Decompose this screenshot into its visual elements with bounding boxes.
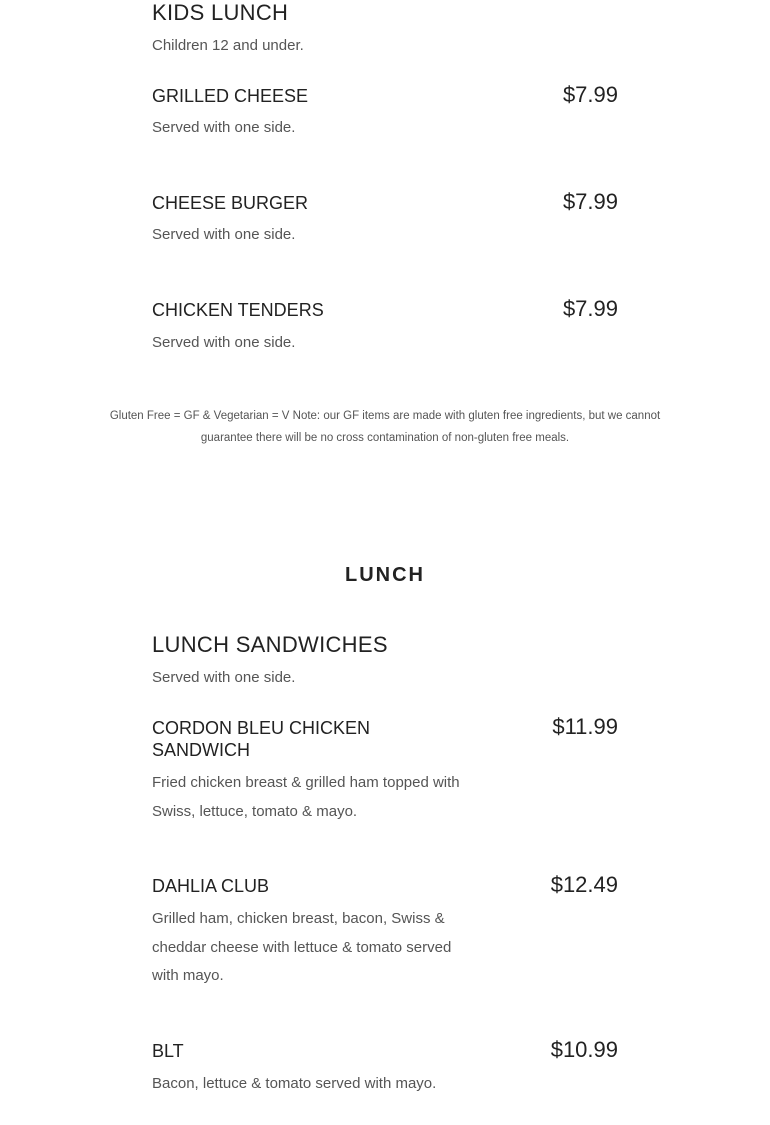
kids-lunch-subtitle: Children 12 and under. — [152, 37, 304, 54]
menu-item-price: $7.99 — [562, 82, 618, 107]
menu-item-name: CHEESE BURGER — [152, 193, 309, 213]
menu-item-description: Served with one side. — [152, 119, 296, 136]
menu-item-description: Bacon, lettuce & tomato served with mayo. — [152, 1075, 437, 1092]
menu-item-description: Served with one side. — [152, 226, 296, 243]
menu-item-description-line-1: Fried chicken breast & grilled ham topped with — [152, 774, 460, 791]
menu-item-price: $7.99 — [562, 296, 618, 321]
menu-item-price: $10.99 — [550, 1037, 618, 1062]
dietary-note-line-2: guarantee there will be no cross contamination of non-gluten free meals. — [200, 432, 570, 444]
menu-item-price: $11.99 — [552, 714, 618, 739]
menu-item-name: CHICKEN TENDERS — [152, 300, 324, 320]
kids-lunch-title: KIDS LUNCH — [152, 0, 289, 25]
dietary-note-line-1: Gluten Free = GF & Vegetarian = V Note: our GF items are made with gluten free ingredients, but we cannot — [109, 410, 661, 422]
menu-item-name: DAHLIA CLUB — [152, 876, 270, 896]
lunch-sandwiches-subtitle: Served with one side. — [152, 669, 296, 686]
menu-item-description: Served with one side. — [152, 334, 296, 351]
menu-item-name-line-2: SANDWICH — [152, 740, 250, 760]
menu-item-price: $12.49 — [550, 872, 618, 897]
lunch-sandwiches-title: LUNCH SANDWICHES — [152, 632, 388, 657]
menu-item-price: $7.99 — [562, 189, 618, 214]
lunch-heading: LUNCH — [345, 564, 425, 586]
menu-item-description-line-1: Grilled ham, chicken breast, bacon, Swiss & — [152, 910, 445, 927]
menu-item-description-line-3: with mayo. — [152, 967, 224, 984]
menu-item-description-line-2: Swiss, lettuce, tomato & mayo. — [152, 803, 358, 820]
menu-item-name: BLT — [152, 1041, 184, 1061]
menu-item-description-line-2: cheddar cheese with lettuce & tomato served — [152, 939, 452, 956]
menu-item-name-line-1: CORDON BLEU CHICKEN — [152, 718, 371, 738]
menu-item-name: GRILLED CHEESE — [152, 86, 309, 106]
